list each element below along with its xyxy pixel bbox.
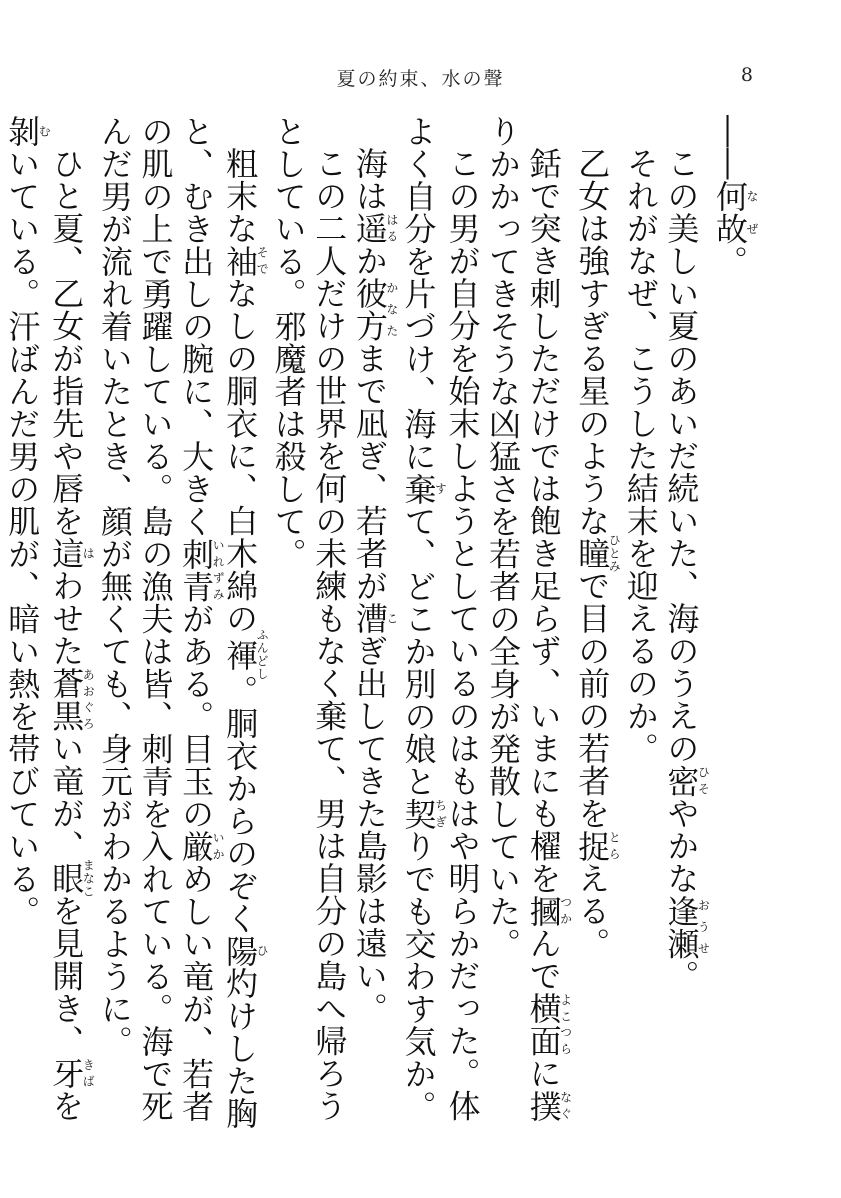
ruby-annotated-word	[399, 472, 448, 506]
text-run: ――	[711, 115, 749, 180]
ruby-base: 遥	[350, 212, 389, 245]
ruby-annotated-word	[662, 764, 711, 798]
ruby-reading: きば	[81, 1057, 96, 1090]
ruby-reading: ふんどし	[255, 628, 270, 681]
ruby-reading: ひそ	[696, 764, 711, 797]
paragraph	[661, 115, 710, 1145]
ruby-base: 刺青	[177, 537, 216, 603]
ruby-annotated-word	[47, 1057, 96, 1090]
ruby-reading: あおぐろ	[81, 667, 96, 732]
ruby-reading: そで	[255, 244, 270, 277]
ruby-base: 剝	[3, 115, 42, 148]
text-run: 銛で突き刺しただけでは飽き足らず、いまにも櫂を	[524, 147, 563, 895]
text-run: なしの胴衣に、白木綿の	[221, 277, 260, 635]
text-run: 。	[662, 959, 701, 992]
text-run: やかな	[662, 797, 701, 895]
ruby-reading: とら	[607, 829, 622, 862]
ruby-base: 蒼黒	[47, 667, 86, 732]
paragraph	[94, 115, 268, 1145]
text-run: か	[350, 244, 389, 277]
text-run: がある。目玉の	[177, 602, 216, 830]
ruby-reading: かなた	[384, 277, 399, 342]
ruby-base: 棄	[399, 472, 438, 505]
text-run: ぎ出してきた島影は遠い。	[350, 634, 389, 1025]
ruby-annotated-word	[47, 667, 96, 732]
ruby-reading: ひ	[255, 934, 270, 967]
ruby-annotated-word	[221, 934, 270, 968]
ruby-reading: いか	[211, 830, 226, 863]
ruby-base: 契	[399, 797, 438, 830]
ruby-annotated-word	[3, 115, 52, 148]
ruby-base: 袖	[221, 244, 260, 277]
text-run: それがなぜ、こうした結末を迎えるのか。	[621, 147, 660, 765]
ruby-reading: は	[81, 537, 96, 570]
ruby-annotated-word	[524, 992, 573, 1057]
vertical-body-text	[3, 115, 759, 1145]
ruby-base: 横面	[524, 992, 563, 1057]
paragraph	[709, 115, 758, 1145]
ruby-annotated-word	[573, 829, 622, 863]
ruby-annotated-word	[47, 858, 96, 898]
ruby-annotated-word	[221, 244, 270, 278]
ruby-annotated-word	[524, 894, 573, 928]
ruby-base: 瞳	[573, 533, 612, 573]
text-run: い竜が、	[47, 732, 86, 862]
ruby-base: 厳	[177, 830, 216, 863]
ruby-base: 漕	[350, 602, 389, 635]
text-run: この二人だけの世界を何の未練もなく棄て、男は自分の島へ帰ろうとしている。邪魔者は殺して。	[269, 115, 349, 1122]
ruby-base: 摑	[524, 894, 563, 927]
text-run: 粗末な	[221, 147, 260, 245]
ruby-base: 何故	[711, 180, 749, 245]
text-run: 灼けした胸と、むき出しの腕に、大きく	[177, 115, 260, 1130]
paragraph	[268, 115, 349, 1145]
text-run: んで	[524, 927, 563, 992]
ruby-reading: まなこ	[81, 858, 96, 898]
ruby-annotated-word	[221, 628, 270, 681]
text-run: に	[524, 1057, 563, 1090]
text-run: ひと夏、乙女が指先や唇を	[47, 147, 86, 537]
ruby-base: 牙	[47, 1057, 86, 1090]
text-run: える。	[573, 862, 612, 960]
ruby-base: 撲	[524, 1089, 563, 1122]
ruby-annotated-word	[177, 830, 226, 863]
ruby-annotated-word	[177, 537, 226, 603]
ruby-base: 捉	[573, 829, 612, 862]
text-run: を	[47, 1089, 86, 1122]
text-run: わせた	[47, 569, 86, 667]
ruby-reading: ひとみ	[607, 533, 622, 573]
ruby-reading: いれずみ	[211, 537, 226, 603]
ruby-reading: ちぎ	[433, 797, 448, 830]
ruby-base: 彼方	[350, 277, 389, 342]
ruby-annotated-word	[350, 277, 399, 342]
text-run: で目の前の若者を	[573, 569, 612, 830]
running-header-title: 夏の約束、水の聲	[336, 68, 505, 90]
ruby-annotated-word	[573, 533, 622, 573]
paragraph	[2, 115, 95, 1145]
ruby-reading: おうせ	[696, 894, 711, 960]
ruby-base: 陽	[221, 934, 260, 967]
text-run: この男が自分を始末しようとしているのはもはや明らかだった。体よく自分を片づけ、海に	[399, 115, 482, 1122]
text-run: 。	[711, 245, 749, 278]
ruby-annotated-word	[47, 537, 96, 570]
paragraph	[572, 115, 621, 1145]
ruby-reading: こ	[384, 602, 399, 635]
ruby-annotated-word	[524, 1089, 573, 1123]
ruby-reading: はる	[384, 212, 399, 245]
paragraph	[398, 115, 483, 1145]
text-run: まで凪ぎ、若者が	[350, 342, 389, 602]
text-run: て、どこか別の娘と	[399, 505, 438, 798]
paragraph	[620, 115, 661, 1145]
ruby-reading: む	[37, 115, 52, 148]
ruby-base: 密	[662, 764, 701, 797]
ruby-annotated-word	[350, 212, 399, 245]
page-number: 8	[740, 64, 753, 86]
ruby-reading: よこつら	[558, 992, 573, 1057]
text-run: りでも交わす気か。	[399, 830, 438, 1123]
ruby-base: 眼	[47, 858, 86, 898]
ruby-annotated-word	[711, 180, 759, 245]
ruby-base: 這	[47, 537, 86, 570]
text-run: いている。汗ばんだ男の肌が、暗い熱を帯びている。	[3, 147, 42, 928]
ruby-annotated-word	[399, 797, 448, 831]
ruby-reading: す	[433, 472, 448, 505]
text-run: この美しい夏のあいだ続いた、海のうえの	[662, 147, 701, 765]
text-run: 乙女は強すぎる星のような	[573, 147, 612, 537]
text-run: 。胴衣からのぞく	[221, 674, 260, 935]
ruby-reading: つか	[558, 894, 573, 927]
ruby-base: 褌	[221, 628, 260, 681]
ruby-reading: なぜ	[745, 180, 759, 245]
paragraph	[482, 115, 571, 1145]
text-run: りかかってきそうな凶猛さを若者の全身が発散していた。	[484, 115, 523, 960]
ruby-base: 逢瀬	[662, 894, 701, 960]
text-run: 海は	[350, 147, 389, 212]
text-run: めしい竜が、若者の肌の上で勇躍している。島の漁夫は皆、刺青を入れている。海で死んだ男が流れ着いたとき、顔が無くても、身元がわかるように。	[95, 115, 216, 1123]
ruby-reading: なぐ	[558, 1089, 573, 1122]
ruby-annotated-word	[350, 602, 399, 635]
ruby-annotated-word	[662, 894, 711, 960]
text-run: を見開き、	[47, 894, 86, 1057]
paragraph	[349, 115, 398, 1145]
